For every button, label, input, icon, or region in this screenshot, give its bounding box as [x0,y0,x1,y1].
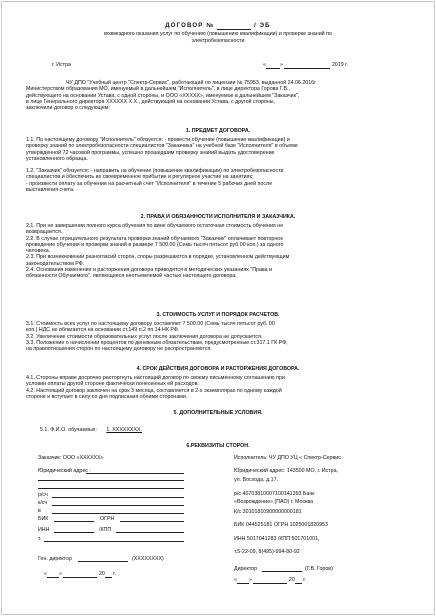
bik-blank [54,521,94,522]
section-1-clause-2 [26,168,410,193]
bank-blank [52,513,184,514]
preamble-line: Министерством образования МО, именуемый в дальнейшем "Исполнитель", в лице директора Горова Г.В., [26,86,291,93]
account-blank [52,497,184,498]
corr-account-blank [52,505,184,506]
preamble-line: заключили договор о следующем: [26,105,110,112]
date-year: 20 [98,571,105,577]
date-open-quote: « [234,577,237,583]
clause-line: коп.) НДС не облагается на основании ст.149 п.2 пп.14 НК РФ. [26,327,180,334]
subtitle-line-1: возмездного оказания услуг по обучению (повышению квалификации) и проверке знаний по [104,31,332,37]
clause-line: на правоотношения сторон по настоящему договору не распространяются. [26,346,212,353]
date-close-quote: » [248,577,252,583]
preamble [26,80,410,111]
inn-blank [54,532,94,533]
clause-line: - произвести оплату за обучение на расчетный счет "Исполнителя" в течение 5 рабочих дней после [26,180,273,187]
customer-signature-blank [78,561,128,562]
clause-line: 4.1. Стороны вправе досрочно расторгнуть настоящий договор по своему письменному соглашению при [26,375,285,381]
phone-blank [44,541,184,542]
address-blank-1 [86,473,184,474]
contractor-director-name: (Г.В. Горов) [305,566,333,572]
customer-sign-date [44,571,116,578]
clause-line: 2.4. Основания изменения и расторжения договора приводятся в методических указаниях "Права и [26,267,273,274]
date-close-quote: » [58,571,62,577]
day-blank [237,577,249,584]
preamble-line: действующего на основании Устава, с одной стороны, и ООО «ХХХХХ», именуемое в дальнейшем "Заказчик", [26,92,300,99]
clause-line: установленного образца. [26,155,88,162]
section-2-title: 2. ПРАВА И ОБЯЗАННОСТИ ИСПОЛНИТЕЛЯ И ЗАКАЗЧИКА. [140,214,296,220]
customer-bik-label: БИК [38,516,49,522]
title-suffix: / ЭБ [253,23,271,29]
year-blank [105,571,112,578]
date-year: 20 [288,577,295,583]
clause-line: возвращается. [26,229,63,236]
trainees-value: 1. ХХХХХХХХ. [106,427,142,433]
clause-line: утвержденной 72 часовой программы, успешно прошедшим проверку знаний выдать удостоверение [26,149,275,156]
month-blank [253,577,287,584]
section-3-body [26,321,410,352]
contractor-address-line-1: Юридический адрес: 143500 МО, г. Истра, [234,468,338,474]
preamble-line: ЧУ ДПО "Учебный центр "Спектр-Сервис", работающий по лицензии № 75953, выданной 24.06.2016г [66,80,317,86]
clause-line: 3.1. Стоимость всех услуг по настоящему договору составляет 7 500.00 (Семь тысяч пятьсот руб. 00 [26,321,275,327]
customer-phone-label: т. [38,536,42,542]
clause-line: обязанности Обучаемого", являющиеся неотъемлемой частью настоящего договора. [26,273,237,280]
year-suffix: г. [113,571,117,577]
contractor-signature-blank [262,571,302,572]
clause-line: 3.2. Увеличение стоимости образовательных услуг после заключения договора не допускается. [26,333,263,340]
contractor-sign-date [234,577,306,584]
date-open-quote: « [44,571,47,577]
contract-date [263,62,348,69]
customer-bank-label: в [38,508,41,514]
clause-line: 2.2. В случае отрицательного результата проверки знаний обучаемого "Заказчик" оплачивает повторное [26,235,284,242]
contractor-inn-kpp: ИНН 5017041283 /КПП 501701001, [234,536,320,542]
month-blank [284,62,330,69]
section-4-title: 4. СРОК ДЕЙСТВИЯ ДОГОВОРА И РАСТОРЖЕНИЯ ДОГОВОРА. [136,366,300,372]
date-close-quote: » [279,62,283,68]
ogrn-blank [120,521,184,522]
year-suffix: г. [303,577,307,583]
contractor-director-label: Директор [234,566,258,572]
contractor-address-line-2: ул. Восхода, д.17. [234,477,279,483]
customer-name: Заказчик: ООО «ХХХХХХ» [38,455,104,461]
month-blank [63,571,97,578]
title-prefix: ДОГОВОР № [165,23,215,29]
clause-line: 1.1. По настоящему договору "Исполнитель" обязуется: - провести обучение (повышение квалификации) и [26,137,290,143]
clause-line: 2.1. При не завершении полного курса обучения по вине обучаемого остаточная стоимость обучения не [26,223,284,229]
day-blank [266,62,280,69]
clause-line: условии оплаты другой стороне фактически понесенных ей расходов. [26,381,199,388]
trainees-row [40,427,142,433]
customer-ogrn-label: ОГРН [100,516,115,522]
clause-line: 4.2. Настоящий договор заключен на срок 3 месяца, составляется в 2-х экземплярах по одному каждой [26,387,282,394]
section-1-title: 1. ПРЕДМЕТ ДОГОВОРА. [185,128,251,134]
subtitle-line-2: электробезопасности [191,38,245,44]
clause-line: выставления счета. [26,186,75,193]
customer-account-label: р/сч [38,492,48,498]
section-1-clause-1 [26,137,410,162]
clause-line: проведение обучения и проверки знаний в размере 7 500.00 (Семь тысяч пятьсот руб.00 коп.) за одного [26,241,284,248]
clause-line: проверку знаний по электробезопасности специалистов "Заказчика" на учебной базе "Исполнителя" в объеме [26,143,298,150]
section-6-title: 6.РЕКВИЗИТЫ СТОРОН. [186,443,250,449]
date-open-quote: « [263,62,266,68]
section-4-body [26,375,410,400]
clause-line: 3.3. Положение о начислении процентов по денежным обязательствам, предусмотренные ст.317.1 ГК РФ, [26,339,288,346]
clause-line: 2.3. При возникновении разногласий сторон, споры разрешаются в порядке, установленном действующим [26,254,290,261]
day-blank [47,571,59,578]
clause-line: человека. [26,248,51,255]
contractor-name: Исполнитель: ЧУ ДПО УЦ « Спектр-Сервис [234,455,341,461]
customer-director-label: Ген. директор [38,556,72,562]
customer-address-label: Юридический адрес : [38,468,91,474]
kpp-blank [116,532,184,533]
address-blank-2 [38,480,184,481]
customer-kpp-label: /КПП [99,527,112,533]
city: г. Истра [52,62,72,68]
year-blank [295,577,302,584]
contract-number-blank [217,23,251,30]
clause-line: 1.2. "Заказчик" обязуется: - направить на обучение (повышение квалификации) по электробезопасности [26,168,284,174]
contractor-bank: «Возрождение» (ПАО) г. Москва [234,499,314,505]
customer-inn-label: ИНН [38,527,50,533]
clause-line: законодательством РФ. [26,260,85,267]
preamble-line: в лице Генерального директора ХХХХХХ Х.Х., действующей на основании Устава, с другой стороны, [26,98,276,105]
contractor-bik-ogrn: БИК 044525181 ОГРН 1025001820953 [234,522,328,528]
clause-line: стороне и вступает в силу со дня подписания обеими сторонами. [26,393,188,400]
section-5-title: 5. ДОПОЛНИТЕЛЬНЫЕ УСЛОВИЯ. [173,410,263,416]
contractor-corr-account: К/с 30101810900000000181 [234,509,302,515]
customer-corr-label: к/сч [38,500,48,506]
clause-line: специалистов и обеспечить их своевременное прибытие и регулярное участие на занятиях; [26,174,254,181]
contractor-account: р/с 40703810007100141393 Банк [234,491,315,497]
address-blank-3 [38,488,184,489]
customer-director-name: (ХХХХХХХХ) [132,556,164,562]
section-3-title: 3. СТОИМОСТЬ УСЛУГ И ПОРЯДОК РАСЧЕТОВ. [156,312,280,318]
trainees-label: 5.1. Ф.И.О. обучаемых: [40,427,97,433]
contract-title [0,23,436,30]
contractor-phone: т.5-22-09, 8(495)-994-80-92 [234,549,300,555]
section-2-body [26,223,410,280]
date-year: 2019 г. [331,62,348,68]
